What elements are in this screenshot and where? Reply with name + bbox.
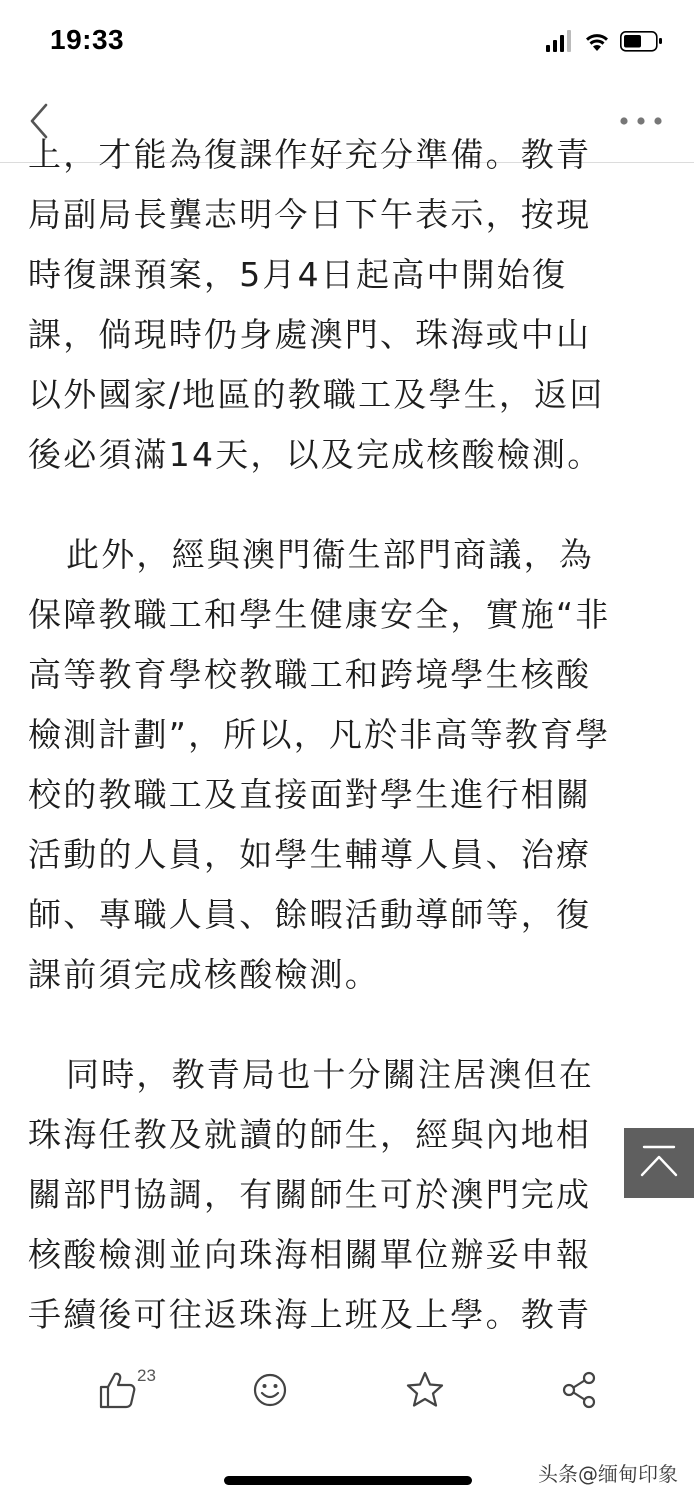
status-bar (0, 0, 694, 80)
like-button[interactable] (96, 1368, 140, 1412)
status-icons (546, 28, 666, 56)
like-count: 23 (137, 1366, 156, 1385)
emoji-button[interactable] (248, 1368, 292, 1412)
favorite-button[interactable] (403, 1368, 447, 1412)
share-icon (558, 1368, 602, 1412)
article-line: 校的教職工及直接面對學生進行相關 (28, 775, 592, 814)
battery-icon (621, 32, 662, 51)
article-line: 後必須滿14天，以及完成核酸檢測。 (28, 435, 603, 474)
article-body (0, 135, 694, 1338)
smiley-icon (248, 1368, 292, 1412)
article-line: 核酸檢測並向珠海相關單位辦妥申報 (28, 1235, 592, 1274)
home-indicator (224, 1476, 472, 1485)
article-line: 關部門協調，有關師生可於澳門完成 (28, 1175, 592, 1214)
article-line: 師、專職人員、餘暇活動導師等，復 (28, 895, 592, 934)
thumbs-up-icon (96, 1368, 140, 1412)
back-to-top-button[interactable] (624, 1128, 694, 1198)
back-to-top-icon (624, 1128, 694, 1198)
share-button[interactable] (558, 1368, 602, 1412)
article-line: 活動的人員，如學生輔導人員、治療 (28, 835, 592, 874)
article-line: 以外國家/地區的教職工及學生，返回 (28, 375, 605, 414)
wifi-icon (586, 34, 608, 51)
article-line: 手續後可往返珠海上班及上學。教青 (28, 1295, 592, 1334)
star-icon (403, 1368, 447, 1412)
signal-icon (546, 30, 571, 52)
article-line: 課前須完成核酸檢測。 (28, 955, 380, 994)
watermark: 头条@缅甸印象 (538, 1462, 678, 1486)
article-line: 高等教育學校教職工和跨境學生核酸 (28, 655, 592, 694)
article-line: 局副局長龔志明今日下午表示，按現 (28, 195, 592, 234)
article-line: 同時，教青局也十分關注居澳但在 (66, 1055, 594, 1094)
article-line: 檢測計劃”，所以，凡於非高等教育學 (28, 715, 611, 754)
article-line-partial: 上，才能為復課作好充分準備。教青 (28, 135, 592, 174)
article-line: 珠海任教及就讀的師生，經與內地相 (28, 1115, 592, 1154)
bottom-toolbar (0, 1338, 694, 1438)
article-line: 此外，經與澳門衞生部門商議，為 (66, 535, 594, 574)
article-line: 時復課預案，5月4日起高中開始復 (28, 255, 568, 294)
article-line: 保障教職工和學生健康安全，實施“非 (28, 595, 611, 634)
article-line: 課，倘現時仍身處澳門、珠海或中山 (28, 315, 592, 354)
status-time: 19:33 (50, 24, 125, 55)
